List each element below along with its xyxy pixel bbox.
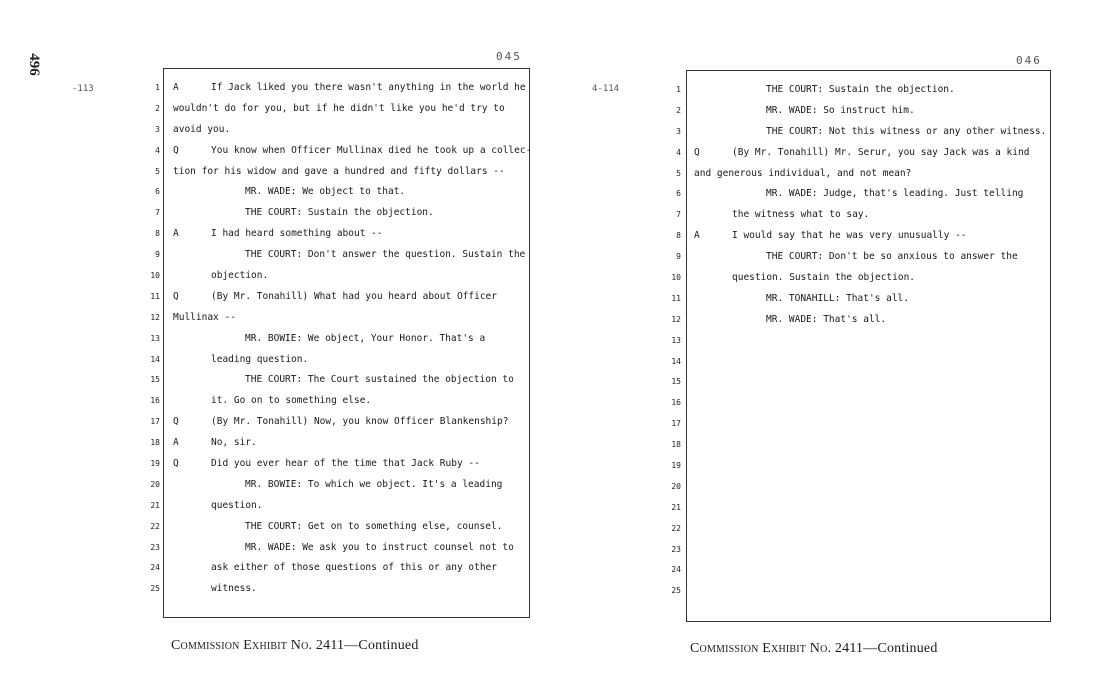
transcript-line [694, 435, 1046, 456]
line-number: 8 [676, 231, 681, 241]
transcript-line [173, 558, 527, 579]
line-text: MR. WADE: We ask you to instruct counsel not to [245, 541, 514, 553]
line-text: MR. WADE: Judge, that's leading. Just telling [766, 188, 1024, 200]
transcript-line [173, 579, 527, 600]
line-number: 25 [671, 586, 681, 596]
right-page-mark: 046 [1016, 54, 1042, 67]
line-text: THE COURT: Sustain the objection. [766, 84, 955, 95]
transcript-line [173, 245, 527, 266]
right-caption-text: Commission Exhibit No. 2411 [690, 641, 864, 656]
line-number: 9 [676, 252, 681, 262]
line-text: Mullinax -- [173, 311, 236, 323]
transcript-line [173, 496, 527, 517]
line-number: 12 [150, 312, 160, 322]
line-text: THE COURT: Don't answer the question. Sustain the [245, 249, 526, 261]
line-number: 22 [150, 521, 160, 531]
transcript-line [694, 184, 1046, 205]
transcript-line [694, 331, 1046, 352]
transcript-line [173, 370, 527, 391]
line-number: 13 [150, 333, 160, 343]
transcript-line [694, 289, 1046, 310]
transcript-line [173, 182, 527, 203]
transcript-line [173, 538, 527, 559]
line-text: MR. WADE: We object to that. [245, 186, 406, 198]
line-number: 8 [155, 229, 160, 239]
line-number: 5 [676, 168, 681, 178]
transcript-line [173, 433, 527, 454]
line-text: MR. BOWIE: We object, Your Honor. That's a [245, 332, 486, 344]
line-number: 24 [150, 563, 160, 573]
line-number: 15 [150, 375, 160, 385]
transcript-line [694, 560, 1046, 581]
line-number: 5 [155, 166, 160, 176]
transcript-line [173, 475, 527, 496]
left-page-id: -113 [72, 84, 94, 94]
line-number: 11 [150, 291, 160, 301]
line-number: 23 [671, 544, 681, 554]
left-caption-suffix: —Continued [344, 638, 419, 653]
speaker-marker: Q [173, 416, 179, 428]
line-number: 14 [150, 354, 160, 364]
right-caption [690, 641, 938, 657]
transcript-line [173, 120, 527, 141]
left-line-numbers [144, 78, 160, 600]
speaker-marker: A [173, 82, 179, 93]
line-number: 3 [676, 126, 681, 136]
right-line-numbers [665, 80, 681, 602]
line-number: 18 [671, 440, 681, 450]
transcript-line [694, 268, 1046, 289]
transcript-line [173, 287, 527, 308]
speaker-marker: Q [173, 144, 179, 156]
transcript-line [173, 162, 527, 183]
transcript-line [173, 266, 527, 287]
line-number: 15 [671, 377, 681, 387]
line-number: 24 [671, 565, 681, 575]
line-text: You know when Officer Mullinax died he took up a collec- [211, 144, 532, 156]
left-page-mark: 045 [496, 50, 522, 63]
transcript-line [173, 308, 527, 329]
line-text: it. Go on to something else. [211, 395, 372, 407]
line-number: 10 [671, 273, 681, 283]
line-text: No, sir. [211, 437, 257, 449]
line-number: 22 [671, 523, 681, 533]
speaker-marker: Q [173, 290, 179, 302]
transcript-line [694, 122, 1046, 143]
line-number: 7 [676, 210, 681, 220]
line-text: THE COURT: Not this witness or any other witness. [766, 125, 1047, 137]
line-text: and generous individual, and not mean? [694, 167, 912, 179]
line-number: 12 [671, 314, 681, 324]
line-text: THE COURT: Get on to something else, counsel. [245, 520, 503, 532]
line-number: 23 [150, 542, 160, 552]
transcript-line [694, 80, 1046, 101]
line-number: 21 [671, 502, 681, 512]
line-text: wouldn't do for you, but if he didn't like you he'd try to [173, 102, 505, 114]
line-number: 1 [155, 83, 160, 92]
transcript-line [694, 205, 1046, 226]
line-text: leading question. [211, 353, 309, 365]
line-text: I would say that he was very unusually -- [732, 230, 967, 242]
transcript-line [694, 143, 1046, 164]
transcript-line [694, 247, 1046, 268]
line-number: 18 [150, 438, 160, 448]
line-text: MR. TONAHILL: That's all. [766, 292, 909, 304]
line-text: (By Mr. Tonahill) Mr. Serur, you say Jack was a kind [732, 146, 1030, 158]
line-text: MR. BOWIE: To which we object. It's a leading [245, 478, 503, 490]
line-text: THE COURT: Sustain the objection. [245, 207, 434, 219]
speaker-marker: Q [694, 146, 700, 158]
transcript-line [694, 372, 1046, 393]
line-number: 7 [155, 208, 160, 218]
line-number: 6 [676, 189, 681, 199]
line-text: witness. [211, 583, 257, 595]
transcript-line [173, 517, 527, 538]
line-number: 17 [671, 419, 681, 429]
line-number: 3 [155, 124, 160, 134]
line-number: 19 [150, 459, 160, 469]
transcript-line [173, 391, 527, 412]
line-text: question. Sustain the objection. [732, 272, 916, 284]
transcript-line [173, 78, 527, 99]
line-number: 6 [155, 187, 160, 197]
transcript-line [173, 141, 532, 162]
speaker-marker: A [173, 437, 179, 449]
line-text: question. [211, 499, 263, 511]
line-number: 4 [155, 145, 160, 155]
line-text: tion for his widow and gave a hundred and fifty dollars -- [173, 165, 505, 177]
line-text: If Jack liked you there wasn't anything in the world he [211, 82, 526, 93]
line-number: 2 [155, 103, 160, 113]
speaker-marker: Q [173, 458, 179, 470]
line-text: the witness what to say. [732, 209, 870, 221]
left-caption-text: Commission Exhibit No. 2411 [171, 638, 345, 653]
line-number: 20 [671, 481, 681, 491]
speaker-marker: A [694, 230, 700, 242]
line-number: 14 [671, 356, 681, 366]
line-text: (By Mr. Tonahill) Now, you know Officer Blankenship? [211, 416, 509, 428]
transcript-line [173, 203, 527, 224]
transcript-line [694, 414, 1046, 435]
line-number: 13 [671, 335, 681, 345]
line-text: I had heard something about -- [211, 228, 383, 240]
line-number: 1 [676, 85, 681, 94]
line-text: (By Mr. Tonahill) What had you heard about Officer [211, 290, 497, 302]
line-text: objection. [211, 270, 269, 282]
transcript-line [173, 329, 527, 350]
transcript-line [694, 101, 1046, 122]
line-number: 19 [671, 461, 681, 471]
line-number: 16 [150, 396, 160, 406]
transcript-line [173, 99, 527, 120]
transcript-line [173, 224, 527, 245]
transcript-line [694, 519, 1046, 540]
left-transcript-lines [173, 78, 532, 600]
speaker-marker: A [173, 228, 179, 240]
right-transcript-lines [694, 80, 1046, 602]
line-text: MR. WADE: So instruct him. [766, 104, 915, 116]
transcript-line [694, 477, 1046, 498]
transcript-line [173, 454, 527, 475]
line-number: 11 [671, 293, 681, 303]
line-number: 21 [150, 500, 160, 510]
line-number: 2 [676, 105, 681, 115]
side-page-number: 496 [25, 53, 42, 76]
transcript-line [694, 164, 1046, 185]
transcript-line [694, 352, 1046, 373]
line-number: 25 [150, 584, 160, 594]
line-text: Did you ever hear of the time that Jack Ruby -- [211, 458, 480, 470]
line-text: MR. WADE: That's all. [766, 313, 887, 325]
transcript-line [173, 412, 527, 433]
left-caption [171, 638, 419, 654]
line-number: 4 [676, 147, 681, 157]
transcript-line [694, 310, 1046, 331]
line-number: 10 [150, 271, 160, 281]
transcript-line [694, 540, 1046, 561]
transcript-line [173, 350, 527, 371]
line-number: 17 [150, 417, 160, 427]
transcript-line [694, 456, 1046, 477]
line-number: 9 [155, 250, 160, 260]
line-text: THE COURT: The Court sustained the objection to [245, 374, 514, 386]
line-number: 20 [150, 479, 160, 489]
right-caption-suffix: —Continued [863, 641, 938, 656]
transcript-line [694, 226, 1046, 247]
line-text: ask either of those questions of this or any other [211, 562, 497, 574]
transcript-line [694, 498, 1046, 519]
right-page-id: 4-114 [592, 84, 620, 94]
line-text: THE COURT: Don't be so anxious to answer the [766, 251, 1018, 263]
transcript-line [694, 393, 1046, 414]
line-number: 16 [671, 398, 681, 408]
line-text: avoid you. [173, 123, 231, 135]
transcript-line [694, 581, 1046, 602]
